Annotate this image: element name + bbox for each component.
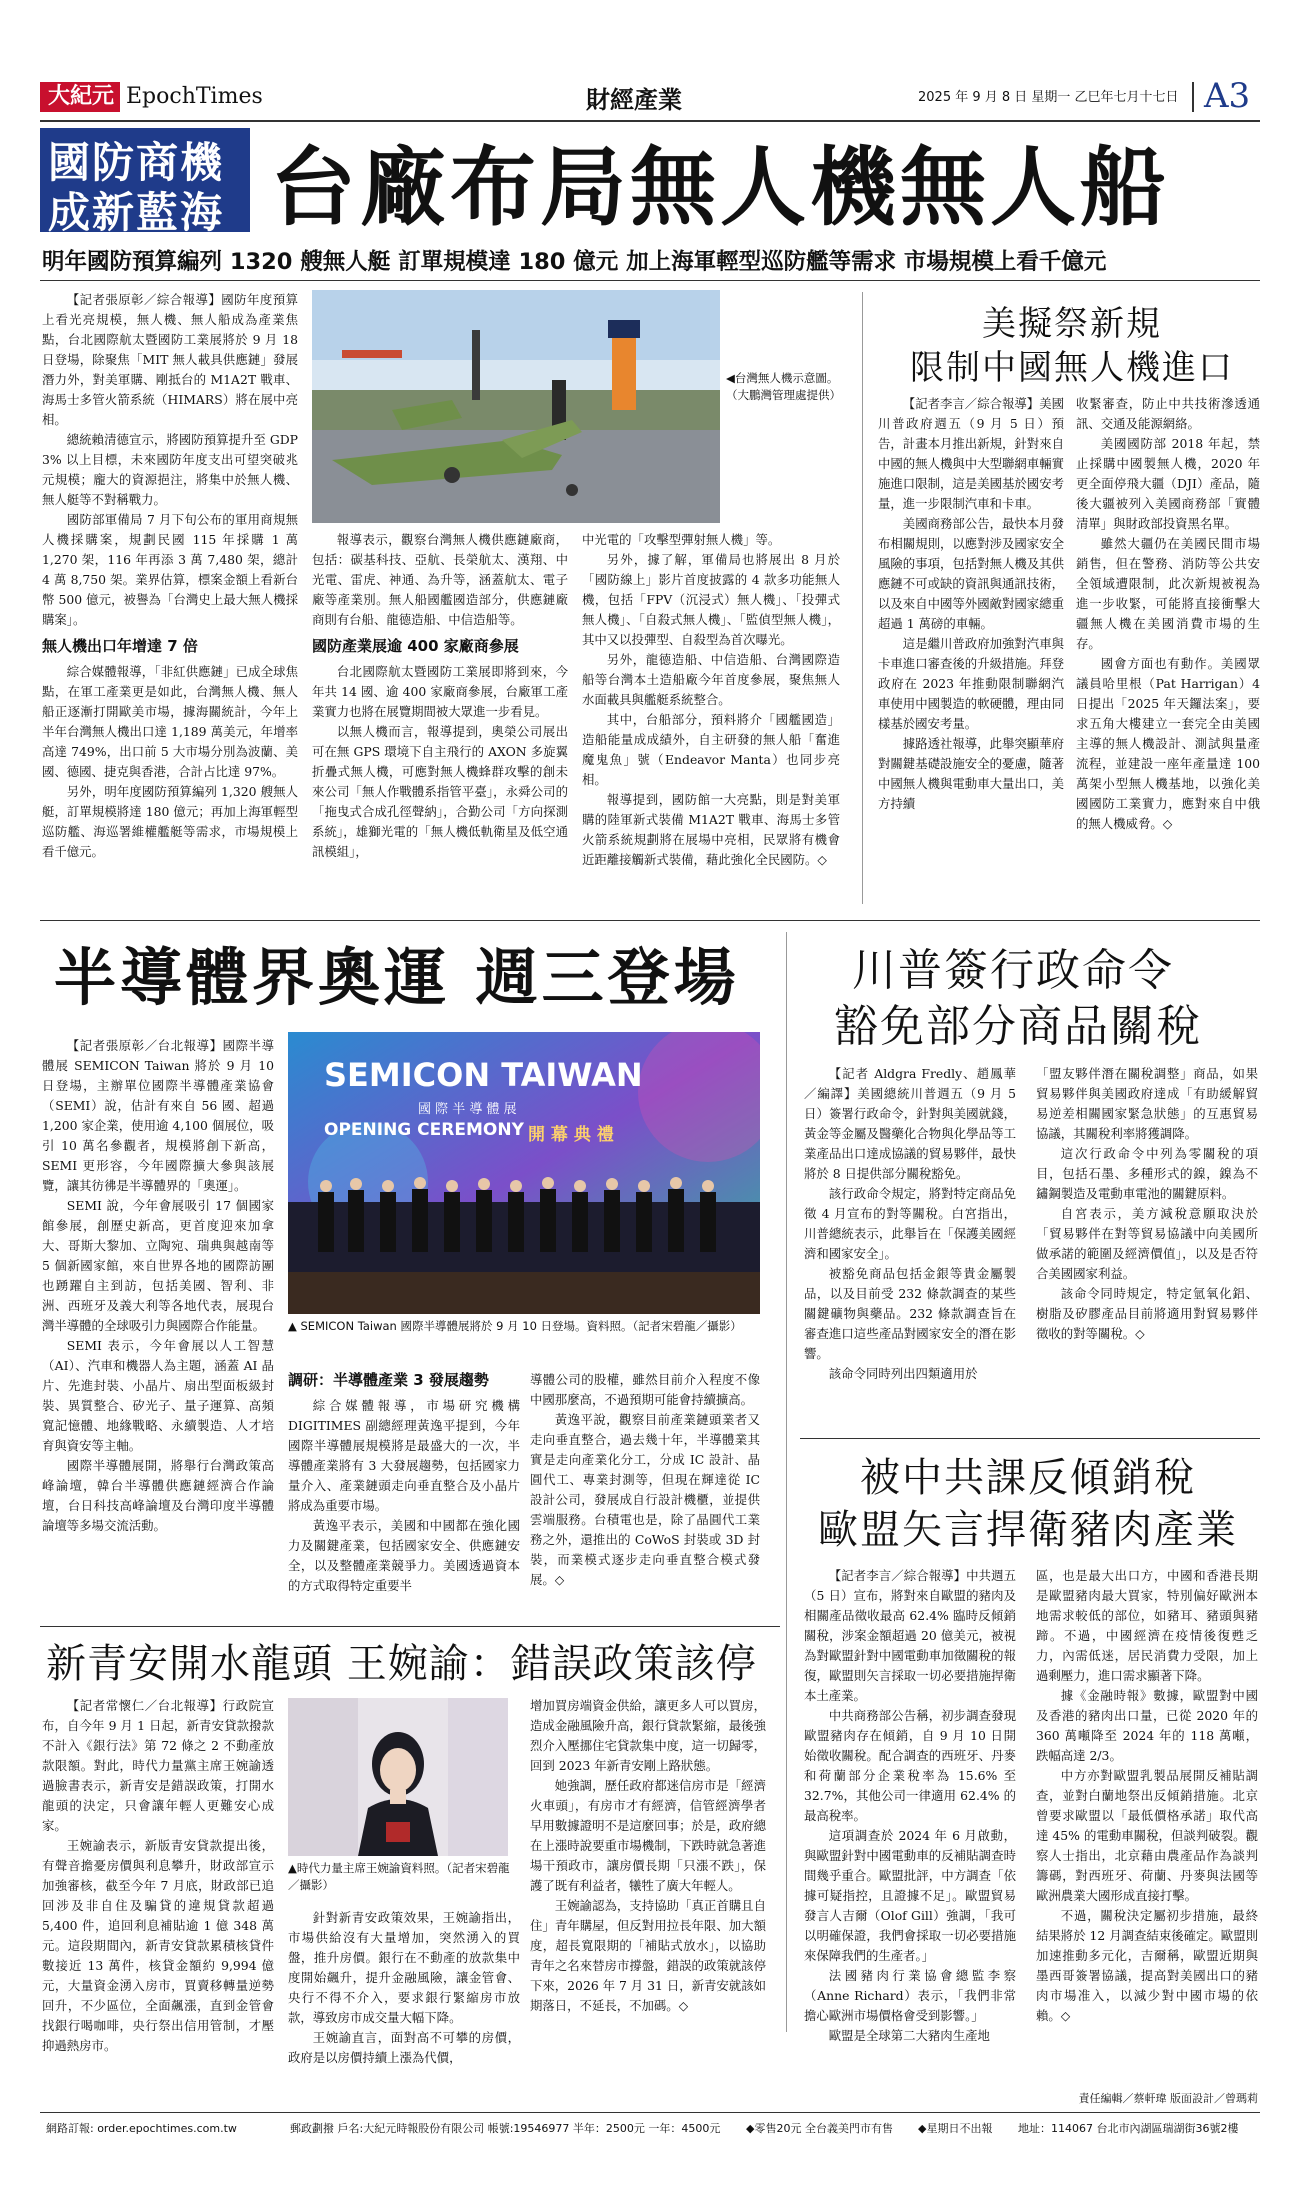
semicon-photo-title: SEMICON TAIWAN [324, 1056, 643, 1094]
paragraph: 據《金融時報》數據，歐盟對中國及香港的豬肉出口量，已從 2020 年的 360 萬噸降至 2024 年的 118 萬噸，跌幅高達 2/3。 [1036, 1688, 1258, 1763]
portrait-photo-caption: ▲時代力量主席王婉諭資料照。（記者宋碧龍／攝影） [288, 1861, 510, 1892]
story5-col2 [1036, 1566, 1258, 2026]
story3-col1 [42, 1036, 274, 1536]
paragraph: 台北國際航太暨國防工業展即將到來，今年共 14 國、逾 400 家廠商參展，台廠軍工產業實力也將在展覽期間被大眾進一步看見。 [312, 664, 568, 719]
paragraph: 黃逸平說，觀察目前產業鏈頭業者又走向垂直整合，過去幾十年，半導體業其實是走向產業化分工，分成 IC 設計、晶圓代工、專業封測等，但現在輝達從 IC 設計公司，發展成自行設計機櫃，並提供雲端服務。台積電也是，除了晶圓代工業務之外，還推出的 CoWoS 封裝或 3D 封裝，而業模式逐步走向垂直整合模式發展。◇ [530, 1412, 760, 1587]
paragraph: 區，也是最大出口方，中國和香港長期是歐盟豬肉最大買家，特別偏好歐洲本地需求較低的部位，如豬耳、豬頭與豬蹄。不過，中國經濟在疫情後復甦乏力，內需低迷，居民消費力受限，加上過剩壓力，進口需求顯著下降。 [1036, 1568, 1258, 1683]
kicker-line-1: 國防商機 [48, 138, 225, 187]
story1-col1 [42, 290, 298, 862]
page-number: A3 [1204, 76, 1251, 116]
logo-en: EpochTimes [126, 84, 263, 109]
story5-headline-1: 被中共課反傾銷稅 [860, 1455, 1196, 1501]
story1-col2 [312, 530, 568, 862]
semicon-photo-ceremony: OPENING CEREMONY [324, 1120, 524, 1140]
footer-address: 地址：114067 台北市內湖區瑞湖街36號2樓 [1018, 2122, 1239, 2135]
story5-headline-2: 歐盟矢言捍衛豬肉產業 [818, 1507, 1238, 1553]
paragraph: 綜合媒體報導，市場研究機構 DIGITIMES 副總經理黃逸平提到，今年國際半導體展規模將是最盛大的一次，半導體產業將有 3 大發展趨勢，包括國家力量介入、產業鏈頭走向垂直整合及小晶片將成為重要市場。 [288, 1398, 520, 1513]
story3-col2 [288, 1368, 520, 1596]
story3-subheading-1: 調研：半導體產業 3 發展趨勢 [288, 1371, 489, 1389]
story6-col2 [288, 1908, 520, 2068]
column-rule [786, 932, 787, 2032]
portrait-photo [288, 1698, 508, 1856]
paragraph: SEMI 說，今年會展吸引 17 個國家館參展，創歷史新高，更首度迎來加拿大、哥斯大黎加、立陶宛、瑞典與越南等 5 個新國家館，來自世界各地的國際訪團也踴躍自主到訪，包括美國、智利、非洲、西班牙及義大利等各地代表，展現台灣半導體的全球吸引力與國際合作能量。 [42, 1198, 274, 1333]
paragraph: 美國國防部 2018 年起，禁止採購中國製無人機，2020 年更全面停飛大疆（DJI）產品，隨後大疆被列入美國商務部「實體清單」與財政部投資黑名單。 [1076, 436, 1260, 531]
story1-subheading-1: 無人機出口年增達 7 倍 [42, 637, 198, 655]
paragraph: 針對新青安政策效果，王婉諭指出，市場供給沒有大量增加，突然湧入的買盤，推升房價。銀行在不動產的放款集中度開始飆升，提升金融風險，讓金管會、央行不得不介入，要求銀行緊縮房市放款，導致房市成交量大幅下降。 [288, 1910, 520, 2025]
story2-headline-2: 限制中國無人機進口 [910, 348, 1234, 388]
drone-photo-caption: ◀台灣無人機示意圖。（大鵬灣管理處提供） [726, 371, 841, 402]
masthead [40, 76, 1260, 118]
paragraph: 另外，據了解，軍備局也將展出 8 月於「國防線上」影片首度披露的 4 款多功能無人機，包括「FPV（沉浸式）無人機」、「投彈式無人機」、「自殺式無人機」、「監偵型無人機」，其中又以投彈型、自殺型為首次曝光。 [582, 552, 840, 647]
paragraph: 歐盟是全球第二大豬肉生產地 [828, 2028, 990, 2043]
section-rule [800, 1438, 1260, 1439]
paragraph: 黃逸平表示，美國和中國都在強化國力及關鍵產業，包括國家安全、供應鏈安全，以及整體產業競爭力。美國透過資本的方式取得特定重要半 [288, 1518, 520, 1593]
subhead-rule [40, 280, 1260, 281]
section-rule [40, 1626, 780, 1627]
footer-rule [40, 2112, 1260, 2113]
paragraph: 【記者李言／綜合報導】中共週五（5 日）宣布，將對來自歐盟的豬肉及相關產品徵收最高 62.4% 臨時反傾銷關稅，涉案金額超過 20 億美元，被視為對歐盟針對中國電動車加徵關稅的報復，歐盟則矢言採取一切必要措施捍衛本土產業。 [804, 1568, 1016, 1703]
drone-photo-art [312, 290, 720, 523]
paragraph: 法國豬肉行業協會總監李察（Anne Richard）表示，「我們非常擔心歐洲市場價格會受到影響。」 [804, 1968, 1016, 2023]
footer [40, 2118, 1260, 2142]
paragraph: 國際半導體展開，將舉行台灣政策高峰論壇，韓台半導體供應鏈經濟合作論壇，台日科技高峰論壇及台灣印度半導體論壇等多場交流活動。 [42, 1458, 274, 1533]
story4-col1 [804, 1064, 1016, 1384]
column-rule [862, 292, 863, 904]
story6-col1 [42, 1696, 274, 2056]
paragraph: 增加買房端資金供給，讓更多人可以買房，造成金融風險升高，銀行貸款緊縮，最後強烈介入壓挪住宅貸款集中度，這一切歸零，回到 2023 年新青安剛上路狀態。 [530, 1698, 766, 1773]
paragraph: 【記者張原彰／台北報導】國際半導體展 SEMICON Taiwan 將於 9 月 10 日登場，主辦單位國際半導體產業協會（SEMI）說，估計有來自 56 國、超過 1,200 家企業，使用逾 4,100 個展位，吸引 10 萬名參觀者，規模將創下新高，SEMI 更形容，今年國際擴大參與該展覽，讓其彷彿是半導體界的「奧運」。 [42, 1038, 274, 1193]
semicon-photo-caption: ▲ SEMICON Taiwan 國際半導體展將於 9 月 10 日登場。資料照。（記者宋碧龍／攝影） [288, 1319, 742, 1333]
section-title: 財經產業 [586, 86, 682, 114]
paragraph: 其中，台船部分，預料將介「國艦國造」造船能量成成績外，自主研發的無人船「奮進魔鬼魚」號（Endeavor Manta）也同步亮相。 [582, 712, 840, 787]
paragraph: 總統賴清德宣示，將國防預算提升至 GDP 3% 以上目標，未來國防年度支出可望突破兆元規模；龐大的資源挹注，將集中於無人機、無人艇等不對稱戰力。 [42, 432, 298, 507]
story4-headline-1: 川普簽行政命令 [852, 945, 1174, 996]
paragraph: 「盟友夥伴潛在關稅調整」商品，如果貿易夥伴與美國政府達成「有助緩解貿易逆差相關國家緊急狀態」的互惠貿易協議，其關稅利率將獲調降。 [1036, 1066, 1258, 1141]
paragraph: 據路透社報導，此舉突顯華府對關鍵基礎設施安全的憂慮，隨著中國無人機與電動車大量出口，美方持續 [878, 736, 1064, 811]
paragraph: 不過，關稅決定屬初步措施，最終結果將於 12 月調查結束後確定。歐盟則加速推動多元化，吉爾稱，歐盟近期與墨西哥簽署協議，提高對美國出口的豬肉市場准入，以減少對中國市場的依賴。◇ [1036, 1908, 1258, 2023]
paragraph: 這是繼川普政府加強對汽車與卡車進口審查後的升級措施。拜登政府在 2023 年推動限制聯網汽車使用中國製造的軟硬體，理由同樣基於國安考量。 [878, 636, 1064, 731]
story5-col1 [804, 1566, 1016, 2046]
paragraph: SEMI 表示，今年會展以人工智慧（AI）、汽車和機器人為主題，涵蓋 AI 晶片、先進封裝、小晶片、扇出型面板級封裝、異質整合、矽光子、量子運算、高頻寬記憶體、地緣戰略、永續製造、人才培育與資安等主軸。 [42, 1338, 274, 1453]
paragraph: 王婉諭直言，面對高不可攀的房價，政府是以房價持續上漲為代價， [288, 2030, 520, 2065]
semicon-photo [288, 1032, 760, 1314]
paragraph: 以無人機而言，報導提到，奧榮公司展出可在無 GPS 環境下自主飛行的 AXON 多旋翼折疊式無人機，可應對無人機蜂群攻擊的創未來公司「無人作戰體系指管平臺」，永舜公司的「拖曳式合成孔徑聲納」，合勤公司「方向探測系統」，雄獅光電的「無人機低軌衛星及低空通訊模組」， [312, 724, 568, 859]
paragraph: 雖然大疆仍在美國民間市場銷售，但在警務、消防等公共安全領域遭限制，此次新規被視為進一步收緊，可能將直接衝擊大疆無人機在美國消費市場的生存。 [1076, 536, 1260, 651]
paragraph: 國會方面也有動作。美國眾議員哈里根（Pat Harrigan）4 日提出「2025 年天鑼法案」，要求五角大樓建立一套完全由美國主導的無人機設計、測試與量產流程，並建設一座年產量達 100 萬架小型無人機基地，以強化美國國防工業實力，應對來自中俄的無人機威脅。◇ [1076, 656, 1260, 831]
page-divider [1192, 82, 1194, 112]
story2-col2 [1076, 394, 1260, 834]
paragraph: 王婉諭認為，支持協助「真正首購且自住」青年購屋，但反對用拉長年限、加大額度，超長寬限期的「補貼式放水」，以協助青年之名來替房市撐盤，錯誤的政策就該停下來，2026 年 7 月 31 日，新青安就該如期落日，不延長，不加碼。◇ [530, 1898, 766, 2013]
story4-col2 [1036, 1064, 1258, 1344]
page-credit: 責任編輯／蔡軒瑋 版面設計／曾瑪莉 [1078, 2092, 1258, 2105]
semicon-photo-ceremony-cn: 開 幕 典 禮 [528, 1125, 614, 1145]
paragraph: 【記者 Aldgra Fredly、趙鳳華／編譯】美國總統川普週五（9 月 5 日）簽署行政命令，針對與美國就錢，黃金等金屬及醫藥化合物與化學品等工業產品出口達成協議的貿易夥伴，最快將於 8 日提供部分關稅豁免。 [804, 1066, 1016, 1181]
paragraph: 中共商務部公告稱，初步調查發現歐盟豬肉存在傾銷，自 9 月 10 日開始徵收關稅。配合調查的西班牙、丹麥和荷蘭部分企業稅率為 15.6% 至 32.7%，其他公司一律適用 62.4% 的最高稅率。 [804, 1708, 1016, 1823]
issue-date: 2025 年 9 月 8 日 星期一 乙巳年七月十七日 [918, 90, 1179, 105]
drone-photo [312, 290, 720, 523]
story3-headline: 半導體界奧運 週三登場 [54, 941, 740, 1014]
paragraph: 導體公司的股權，雖然目前介入程度不像中國那麼高，不過預期可能會持續擴高。 [530, 1372, 760, 1407]
paragraph: 另外，龍德造船、中信造船、台灣國際造船等台灣本土造船廠今年首度參展，聚焦無人水面載具與艦艇系統整合。 [582, 652, 840, 707]
paragraph: 自宮表示，美方減稅意願取決於「貿易夥伴在對等貿易協議中向美國所做承諾的範圍及經濟價值」，以及是否符合美國國家利益。 [1036, 1206, 1258, 1281]
paragraph: 另外，明年度國防預算編列 1,320 艘無人艇，訂單規模將達 180 億元；再加上海軍輕型巡防艦、海巡署維權艦艇等需求，市場規模上看千億元。 [42, 784, 298, 859]
story6-col3 [530, 1696, 766, 2016]
footer-website[interactable]: 網路訂報: order.epochtimes.com.tw [46, 2122, 237, 2135]
paragraph: 該命令同時規定，特定氫氧化鋁、樹脂及矽膠產品目前將適用對貿易夥伴徵收的對等關稅。◇ [1036, 1286, 1258, 1341]
paragraph: 美國商務部公告，最快本月發布相關規則，以應對涉及國家安全風險的事項，包括對無人機及其供應鏈不可或缺的資訊與通訊技術，以及來自中國等外國敵對國家總重超過 1 萬磅的車輛。 [878, 516, 1064, 631]
kicker-line-2: 成新藍海 [48, 188, 225, 237]
paragraph: 該命令同時列出四類適用於 [828, 1366, 978, 1381]
paragraph: 被豁免商品包括金銀等貴金屬製品，以及目前受 232 條款調查的某些關鍵礦物與藥品。232 條款調查旨在審查進口這些產品對國家安全的潛在影響。 [804, 1266, 1016, 1361]
story6-headline: 新青安開水龍頭 王婉諭：錯誤政策該停 [46, 1641, 757, 1687]
paragraph: 【記者常懷仁／台北報導】行政院宣布，自今年 9 月 1 日起，新青安貸款撥款不計入《銀行法》第 72 條之 2 不動產放款限額。對此，時代力量黨主席王婉諭透過臉書表示，新青安是錯誤政策，打開水龍頭的決定，只會讓年輕人更難安心成家。 [42, 1698, 274, 1833]
footer-closed: ◆星期日不出報 [918, 2122, 993, 2135]
paragraph: 中方亦對歐盟乳製品展開反補貼調查，並對白蘭地祭出反傾銷措施。北京曾要求歐盟以「最低價格承諾」取代高達 45% 的電動車關稅，但談判破裂。觀察人士指出，北京藉由農產品作為談判籌碼，對西班牙、荷蘭、丹麥與法國等歐洲農業大國形成直接打擊。 [1036, 1768, 1258, 1903]
portrait-photo-art [288, 1698, 508, 1856]
paragraph: 報導表示，觀察台灣無人機供應鏈廠商，包括：碳基科技、亞航、長榮航太、漢翔、中光電、雷虎、神通、為升等，涵蓋航太、電子廠等產業別。無人船國艦國造部分，供應鏈廠商則有台船、龍德造船、中信造船等。 [312, 532, 568, 627]
paragraph: 中光電的「攻擊型彈射無人機」等。 [582, 532, 781, 547]
paragraph: 收緊審查，防止中共技術滲透通訊、交通及能源網絡。 [1076, 396, 1260, 431]
paragraph: 【記者李言／綜合報導】美國川普政府週五（9 月 5 日）預告，計畫本月推出新規，針對來自中國的無人機與中大型聯網車輛實施進口限制，這是美國基於國安考量，進一步限制汽車和卡車。 [878, 396, 1064, 511]
section-rule [40, 920, 1260, 921]
paragraph: 綜合媒體報導，「非紅供應鏈」已成全球焦點，在軍工產業更是如此，台灣無人機、無人船正逐漸打開歐美市場，據海關統計，今年上半年台灣無人機出口達 1,189 萬美元，年增率高達 749%，出口前 5 大市場分別為波蘭、美國、德國、捷克與香港，合計占比達 97%。 [42, 664, 298, 779]
semicon-photo-subtitle: 國 際 半 導 體 展 [418, 1102, 517, 1117]
main-headline: 台廠布局無人機無人船 [270, 138, 1170, 238]
paragraph: 該行政命令規定，將對特定商品免徵 4 月宣布的對等關稅。白宮指出，川普總統表示，此舉旨在「保護美國經濟和國家安全」。 [804, 1186, 1016, 1261]
story4-headline-2: 豁免部分商品關稅 [834, 1001, 1202, 1052]
paragraph: 這項調查於 2024 年 6 月啟動，與歐盟針對中國電動車的反補貼調查時間幾乎重合。歐盟批評，中方調查「依據可疑指控，且證據不足」。歐盟貿易發言人吉爾（Olof Gill）強調，「我可以明確保證，我們會採取一切必要措施來保障我們的生產者。」 [804, 1828, 1016, 1963]
main-subhead: 明年國防預算編列 1320 艘無人艇 訂單規模達 180 億元 加上海軍輕型巡防艦等需求 市場規模上看千億元 [42, 249, 1107, 275]
paragraph: 王婉諭表示，新版青安貸款提出後，有聲音擔憂房價與利息攀升，財政部宣示加強審核，截至今年 7 月底，財政部已追回涉及非自住及騙貸的違規貸款超過 5,400 件，追回利息補貼逾 1 億 348 萬元。這段期間內，新青安貸款累積核貸件數接近 13 萬件，核貸金額約 9,994 億元，大量資金湧入房市，買賣移轉量逆勢回升，不少區位，全面飆漲，直到金管會找銀行喝咖啡，央行祭出信用管制，才壓抑過熱房市。 [42, 1838, 274, 2053]
logo-cn: 大紀元 [47, 84, 114, 109]
story1-subheading-2: 國防產業展逾 400 家廠商參展 [312, 637, 519, 655]
story3-col3 [530, 1370, 760, 1590]
paragraph: 【記者張原彰／綜合報導】國防年度預算上看光亮規模，無人機、無人船成為產業焦點，台北國際航太暨國防工業展將於 9 月 18 日登場，除聚焦「MIT 無人載具供應鏈」發展潛力外，對美軍購、剛抵台的 M1A2T 戰車、海馬士多管火箭系統（HIMARS）將在展中亮相。 [42, 292, 298, 427]
paragraph: 報導提到，國防館一大亮點，則是對美軍購的陸軍新式裝備 M1A2T 戰車、海馬士多管火箭系統規劃將在展場中亮相，民眾將有機會近距離接觸新式裝備，藉此強化全民國防。◇ [582, 792, 840, 867]
footer-postal: 郵政劃撥 戶名:大紀元時報股份有限公司 帳號:19546977 半年：2500元 一年：4500元 [290, 2122, 721, 2135]
paragraph: 這次行政命令中列為零關稅的項目，包括石墨、多種形式的鎳，鎳為不鏽鋼製造及電動車電池的關鍵原料。 [1036, 1146, 1258, 1201]
story2-headline-1: 美擬祭新規 [982, 304, 1162, 344]
paragraph: 她強調，歷任政府都迷信房市是「經濟火車頭」，有房市才有經濟，信管經濟學者早用數據證明不是這麼回事；於是，政府總在上漲時說要重市場機制，下跌時就急著進場干預政市，讓房價長期「只漲不跌」，保護了既有利益者，犧牲了廣大年輕人。 [530, 1778, 766, 1893]
footer-price: ◆零售20元 全台義美門市有售 [746, 2122, 893, 2135]
story1-col3 [582, 530, 840, 870]
story2-col1 [878, 394, 1064, 814]
paragraph: 國防部軍備局 7 月下旬公布的軍用商規無人機採購案，規劃民國 115 年採購 1 萬 1,270 架，116 年再添 3 萬 7,480 架，總計 4 萬 8,750 架。業界估算，標案金額上看新台幣 500 億元，被譽為「台灣史上最大無人機採購案」。 [42, 512, 298, 627]
